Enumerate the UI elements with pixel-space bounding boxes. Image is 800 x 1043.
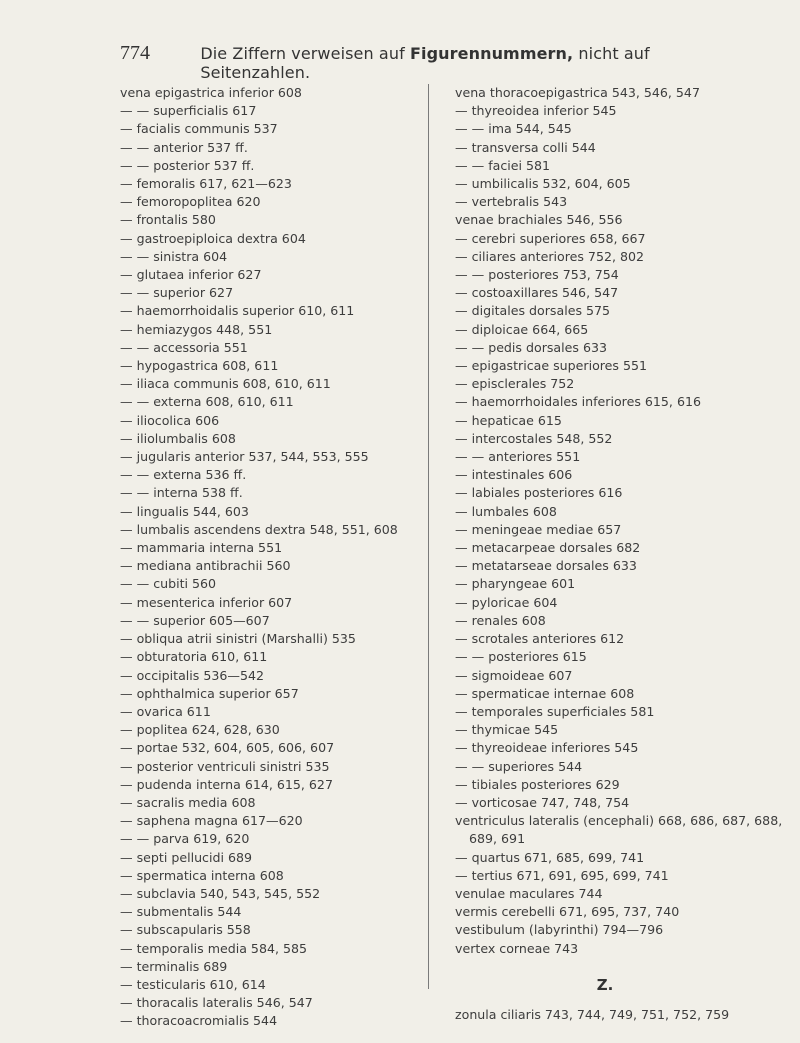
index-entry: — frontalis 580 bbox=[120, 212, 216, 228]
index-entry: — — interna 538 ff. bbox=[120, 485, 243, 501]
index-entry: — — faciei 581 bbox=[455, 157, 551, 173]
index-entry: — vorticosae 747, 748, 754 bbox=[455, 794, 630, 810]
index-entry: — thyreoidea inferior 545 bbox=[455, 103, 617, 119]
index-entry: — iliolumbalis 608 bbox=[120, 430, 236, 446]
index-entry: — subclavia 540, 543, 545, 552 bbox=[120, 885, 321, 901]
index-entry: — ophthalmica superior 657 bbox=[120, 685, 299, 701]
index-entry: — — parva 619, 620 bbox=[120, 831, 250, 847]
index-entry: — — superior 605—607 bbox=[120, 612, 270, 628]
index-entry: — hepaticae 615 bbox=[455, 412, 562, 428]
index-entry: — saphena magna 617—620 bbox=[120, 813, 303, 829]
index-entry: — transversa colli 544 bbox=[455, 139, 596, 155]
index-entry: — — pedis dorsales 633 bbox=[455, 339, 607, 355]
index-entry: — thyreoideae inferiores 545 bbox=[455, 740, 639, 756]
index-entry: — posterior ventriculi sinistri 535 bbox=[120, 758, 330, 774]
index-entry: — — accessoria 551 bbox=[120, 339, 248, 355]
index-entry: — — externa 608, 610, 611 bbox=[120, 394, 294, 410]
index-entry: — spermaticae internae 608 bbox=[455, 685, 635, 701]
title-suffix: nicht auf Seitenzahlen. bbox=[200, 44, 650, 82]
index-entry: — facialis communis 537 bbox=[120, 121, 278, 137]
index-entry: — — posteriores 753, 754 bbox=[455, 267, 619, 283]
index-entry: — ovarica 611 bbox=[120, 703, 211, 719]
page-header bbox=[120, 42, 740, 82]
index-entry: — metatarseae dorsales 633 bbox=[455, 558, 637, 574]
title-bold: Figurennummern, bbox=[409, 44, 574, 63]
index-entry: — lumbalis ascendens dextra 548, 551, 608 bbox=[120, 521, 398, 537]
index-entry: — iliocolica 606 bbox=[120, 412, 220, 428]
index-column-left bbox=[120, 84, 420, 1031]
index-entry: — testicularis 610, 614 bbox=[120, 976, 266, 992]
index-entry: — diploicae 664, 665 bbox=[455, 321, 589, 337]
index-entry: ventriculus lateralis (encephali) 668, 686, 687, 688, 689, 691 bbox=[455, 813, 783, 847]
index-entry: — obliqua atrii sinistri (Marshalli) 535 bbox=[120, 631, 356, 647]
index-entry: — pyloricae 604 bbox=[455, 594, 558, 610]
index-entry: — glutaea inferior 627 bbox=[120, 267, 262, 283]
index-entry: — haemorrhoidalis superior 610, 611 bbox=[120, 303, 355, 319]
index-entry: — — anteriores 551 bbox=[455, 449, 581, 465]
index-entries-right bbox=[455, 84, 785, 958]
title-prefix: Die Ziffern verweisen auf bbox=[200, 44, 410, 63]
index-entry: vena epigastrica inferior 608 bbox=[120, 85, 302, 100]
index-entry: — digitales dorsales 575 bbox=[455, 303, 611, 319]
index-entry: — haemorrhoidales inferiores 615, 616 bbox=[455, 394, 701, 410]
index-entry: — thoracoacromialis 544 bbox=[120, 1013, 278, 1029]
index-entry: — costoaxillares 546, 547 bbox=[455, 285, 619, 301]
index-entry: — sacralis media 608 bbox=[120, 794, 256, 810]
index-entry: — occipitalis 536—542 bbox=[120, 667, 265, 683]
index-entry: — scrotales anteriores 612 bbox=[455, 631, 625, 647]
index-entry: — cerebri superiores 658, 667 bbox=[455, 230, 646, 246]
index-entry: — lingualis 544, 603 bbox=[120, 503, 249, 519]
index-entry: — epigastricae superiores 551 bbox=[455, 358, 648, 374]
page-title bbox=[200, 44, 740, 82]
index-entry: — ciliares anteriores 752, 802 bbox=[455, 248, 645, 264]
index-entry: — temporales superficiales 581 bbox=[455, 703, 655, 719]
index-entry: — femoralis 617, 621—623 bbox=[120, 176, 292, 192]
index-entry: — subscapularis 558 bbox=[120, 922, 251, 938]
index-entry: — — superficialis 617 bbox=[120, 103, 257, 119]
index-entry: — vertebralis 543 bbox=[455, 194, 568, 210]
index-entry: — septi pellucidi 689 bbox=[120, 849, 253, 865]
index-entry: — umbilicalis 532, 604, 605 bbox=[455, 176, 631, 192]
index-entry: zonula ciliaris 743, 744, 749, 751, 752, 759 bbox=[455, 1006, 730, 1022]
index-entry: — spermatica interna 608 bbox=[120, 867, 284, 883]
index-entry: venulae maculares 744 bbox=[455, 885, 603, 901]
index-entry: — submentalis 544 bbox=[120, 904, 242, 920]
index-entry: — thoracalis lateralis 546, 547 bbox=[120, 995, 313, 1011]
index-entry: — — posteriores 615 bbox=[455, 649, 587, 665]
index-entry: — intercostales 548, 552 bbox=[455, 430, 613, 446]
index-entry: — episclerales 752 bbox=[455, 376, 575, 392]
index-entry: — pudenda interna 614, 615, 627 bbox=[120, 776, 333, 792]
index-entry: — temporalis media 584, 585 bbox=[120, 940, 308, 956]
index-entry: — sigmoideae 607 bbox=[455, 667, 573, 683]
index-entry: — metacarpeae dorsales 682 bbox=[455, 540, 641, 556]
index-entry: — quartus 671, 685, 699, 741 bbox=[455, 849, 645, 865]
index-entry: — intestinales 606 bbox=[455, 467, 573, 483]
index-entry: — — externa 536 ff. bbox=[120, 467, 247, 483]
index-entry: — portae 532, 604, 605, 606, 607 bbox=[120, 740, 335, 756]
index-entry: — tibiales posteriores 629 bbox=[455, 776, 620, 792]
index-column-right bbox=[455, 84, 785, 1024]
index-entry: vertex corneae 743 bbox=[455, 940, 579, 956]
index-entry: — — anterior 537 ff. bbox=[120, 139, 248, 155]
index-entry: vestibulum (labyrinthi) 794—796 bbox=[455, 922, 664, 938]
index-entry: — thymicae 545 bbox=[455, 722, 559, 738]
index-entry: — — sinistra 604 bbox=[120, 248, 228, 264]
index-entry: — hypogastrica 608, 611 bbox=[120, 358, 279, 374]
index-entry: — meningeae mediae 657 bbox=[455, 521, 622, 537]
index-entry: — — ima 544, 545 bbox=[455, 121, 572, 137]
index-entry: — femoropoplitea 620 bbox=[120, 194, 261, 210]
section-letter: Z. bbox=[596, 975, 614, 994]
index-entry: — tertius 671, 691, 695, 699, 741 bbox=[455, 867, 669, 883]
index-entry: — iliaca communis 608, 610, 611 bbox=[120, 376, 331, 392]
index-entries-z bbox=[455, 1006, 785, 1024]
index-entry: — gastroepiploica dextra 604 bbox=[120, 230, 306, 246]
index-entry: — mesenterica inferior 607 bbox=[120, 594, 293, 610]
index-entry: — renales 608 bbox=[455, 612, 546, 628]
index-entry: — labiales posteriores 616 bbox=[455, 485, 623, 501]
index-entry: — poplitea 624, 628, 630 bbox=[120, 722, 280, 738]
index-entry: — mediana antibrachii 560 bbox=[120, 558, 291, 574]
index-entry: — jugularis anterior 537, 544, 553, 555 bbox=[120, 449, 369, 465]
index-entry: venae brachiales 546, 556 bbox=[455, 212, 623, 228]
column-divider bbox=[428, 84, 429, 989]
index-entry: — lumbales 608 bbox=[455, 503, 557, 519]
index-entry: vermis cerebelli 671, 695, 737, 740 bbox=[455, 904, 680, 920]
index-entry: — mammaria interna 551 bbox=[120, 540, 283, 556]
index-entry: — pharyngeae 601 bbox=[455, 576, 576, 592]
index-entry: — hemiazygos 448, 551 bbox=[120, 321, 273, 337]
index-entry: — — posterior 537 ff. bbox=[120, 157, 255, 173]
index-entry: vena thoracoepigastrica 543, 546, 547 bbox=[455, 85, 700, 100]
index-entry: — — superior 627 bbox=[120, 285, 234, 301]
index-entry: — — cubiti 560 bbox=[120, 576, 217, 592]
page-number: 774 bbox=[120, 42, 150, 64]
index-entry: — terminalis 689 bbox=[120, 958, 228, 974]
index-entry: — obturatoria 610, 611 bbox=[120, 649, 268, 665]
index-entry: — — superiores 544 bbox=[455, 758, 583, 774]
